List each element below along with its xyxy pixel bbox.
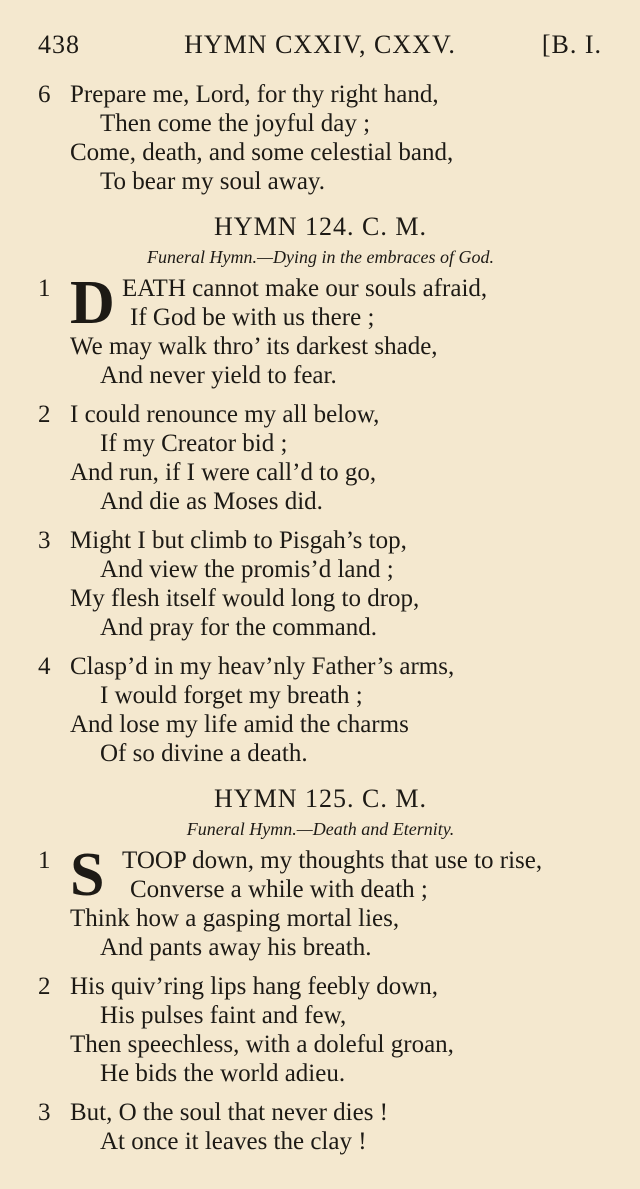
stanza-number: 6	[38, 81, 51, 108]
hymn-124-stanza-3	[38, 526, 603, 642]
verse-line	[38, 904, 603, 933]
verse-line	[38, 400, 603, 429]
hymn-124-stanza-1	[38, 269, 603, 390]
hymn-124-subtitle: Funeral Hymn.—Dying in the embraces of God.	[147, 247, 494, 267]
verse-text: And pants away his breath.	[100, 934, 372, 961]
verse-text: Think how a gasping mortal lies,	[70, 905, 400, 932]
verse-line	[38, 652, 603, 681]
verse-line	[38, 526, 603, 555]
verse-text: I would forget my breath ;	[100, 682, 363, 709]
verse-line	[38, 458, 603, 487]
verse-text: We may walk thro’ its darkest shade,	[70, 333, 438, 360]
verse-text: Of so divine a death.	[100, 740, 308, 767]
hymn-124-stanza-2	[38, 400, 603, 516]
verse-line	[38, 681, 603, 710]
verse-text: If God be with us there ;	[130, 304, 375, 331]
verse-text: To bear my soul away.	[100, 168, 326, 195]
verse-line	[38, 332, 603, 361]
verse-line	[38, 80, 603, 109]
verse-text: He bids the world adieu.	[100, 1060, 346, 1087]
verse-line	[38, 167, 603, 196]
verse-line	[38, 555, 603, 584]
drop-cap: D	[70, 269, 115, 337]
verse-line	[38, 933, 603, 962]
verse-text: I could renounce my all below,	[70, 401, 380, 428]
stanza-number: 2	[38, 401, 51, 428]
verse-line	[38, 584, 603, 613]
verse-line	[38, 361, 603, 390]
verse-text: And run, if I were call’d to go,	[70, 459, 377, 486]
verse-line	[38, 138, 603, 167]
verse-text: EATH cannot make our souls afraid,	[122, 275, 488, 302]
drop-cap: S	[70, 841, 105, 909]
verse-text: Converse a while with death ;	[130, 876, 428, 903]
verse-line	[38, 613, 603, 642]
stanza-number: 3	[38, 527, 51, 554]
book-marker: [B. I.	[541, 30, 602, 59]
verse-text: Clasp’d in my heav’nly Father’s arms,	[70, 653, 455, 680]
stanza-number: 4	[38, 653, 51, 680]
hymn-125-heading: HYMN 125. C. M.	[214, 784, 427, 813]
page-content	[38, 80, 603, 1166]
verse-text: If my Creator bid ;	[100, 430, 288, 457]
verse-text: My flesh itself would long to drop,	[70, 585, 420, 612]
hymn-124-stanza-4	[38, 652, 603, 768]
verse-line	[38, 846, 603, 875]
verse-line	[38, 710, 603, 739]
verse-text: TOOP down, my thoughts that use to rise,	[122, 847, 543, 874]
verse-line	[38, 487, 603, 516]
verse-line	[38, 1127, 603, 1156]
verse-line	[38, 875, 603, 904]
stanza-number: 3	[38, 1099, 51, 1126]
verse-text: Might I but climb to Pisgah’s top,	[70, 527, 407, 554]
stanza-number: 1	[38, 275, 51, 302]
running-head	[38, 30, 602, 66]
hymn-125-stanza-3	[38, 1098, 603, 1156]
verse-text: And never yield to fear.	[100, 362, 337, 389]
verse-text: And view the promis’d land ;	[100, 556, 394, 583]
verse-line	[38, 972, 603, 1001]
hymn-124-heading: HYMN 124. C. M.	[214, 212, 427, 241]
verse-line	[38, 1001, 603, 1030]
verse-line	[38, 1059, 603, 1088]
verse-text: At once it leaves the clay !	[100, 1128, 367, 1155]
verse-text: And lose my life amid the charms	[70, 711, 409, 738]
hymn-125-subtitle: Funeral Hymn.—Death and Eternity.	[186, 819, 455, 839]
stanza-carryover-6	[38, 80, 603, 196]
stanza-number: 2	[38, 973, 51, 1000]
page-number: 438	[38, 30, 80, 59]
verse-line	[38, 303, 603, 332]
verse-line	[38, 109, 603, 138]
verse-text: His pulses faint and few,	[100, 1002, 347, 1029]
verse-text: And pray for the command.	[100, 614, 378, 641]
verse-text: And die as Moses did.	[100, 488, 323, 515]
verse-line	[38, 429, 603, 458]
verse-text: Come, death, and some celestial band,	[70, 139, 454, 166]
verse-text: Then come the joyful day ;	[100, 110, 371, 137]
hymn-125-stanza-1	[38, 841, 603, 962]
verse-text: His quiv’ring lips hang feebly down,	[70, 973, 439, 1000]
verse-line	[38, 1030, 603, 1059]
verse-line	[38, 274, 603, 303]
verse-text: Then speechless, with a doleful groan,	[70, 1031, 454, 1058]
stanza-number: 1	[38, 847, 51, 874]
hymn-125-stanza-2	[38, 972, 603, 1088]
verse-line	[38, 739, 603, 768]
verse-text: But, O the soul that never dies !	[70, 1099, 388, 1126]
verse-text: Prepare me, Lord, for thy right hand,	[70, 81, 439, 108]
verse-line	[38, 1098, 603, 1127]
running-title: HYMN CXXIV, CXXV.	[184, 30, 456, 59]
